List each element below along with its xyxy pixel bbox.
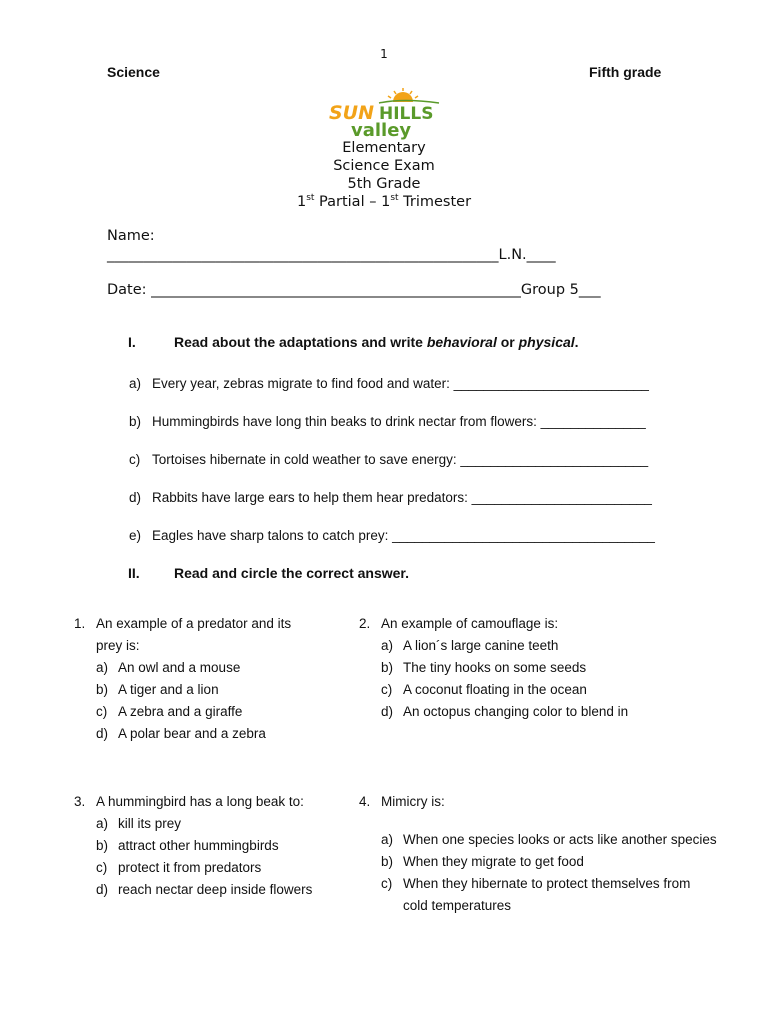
- question-1: 1. An example of a predator and its prey is: a) An owl and a mouse b) A tiger and a lion c) A zebra and a giraffe d) A polar bear and a zebra: [74, 616, 292, 741]
- section-1-item: a) Every year, zebras migrate to find food and water: __________________________: [129, 376, 649, 391]
- section-1-item: e) Eagles have sharp talons to catch prey: ___________________________________: [129, 528, 655, 543]
- question-4: 4. Mimicry is: a) When one species looks or acts like another species b) When they migrate to get food c) When they hibernate to protect themselves from cold temperatures: [359, 794, 717, 913]
- school-logo: [327, 88, 443, 140]
- title-grade: 5th Grade: [347, 176, 421, 192]
- page-number: 1: [380, 47, 388, 61]
- title-elementary: Elementary: [342, 140, 426, 156]
- title-partial-trimester: 1st Partial – 1st Trimester: [296, 193, 472, 210]
- logo-hills-text: HILLS: [379, 104, 434, 124]
- header-grade: Fifth grade: [589, 64, 662, 80]
- question-2: 2. An example of camouflage is: a) A lion´s large canine teeth b) The tiny hooks on some seeds c) A coconut floating in the ocean d) An octopus changing color to blend in: [359, 616, 629, 719]
- logo-valley-text: valley: [351, 120, 412, 140]
- title-science-exam: Science Exam: [333, 158, 435, 174]
- date-group-line: Date: ___________________________________________________Group 5___: [107, 282, 601, 298]
- section-1-heading: [128, 334, 628, 352]
- section-1-item: d) Rabbits have large ears to help them hear predators: ________________________: [129, 490, 652, 505]
- name-ln-line: ______________________________________________________L.N.____: [107, 247, 556, 263]
- logo-graphic: [327, 88, 443, 140]
- logo-sun-text: SUN: [329, 102, 375, 124]
- section-1-instruction: Read about the adaptations and write behavioral or physical.: [174, 334, 579, 350]
- section-1-number: I.: [128, 334, 136, 350]
- section-2-instruction: Read and circle the correct answer.: [174, 565, 409, 581]
- section-2-number: II.: [128, 565, 140, 581]
- name-label: Name:: [107, 228, 155, 244]
- section-1-item: c) Tortoises hibernate in cold weather to save energy: _________________________: [129, 452, 649, 467]
- question-3: 3. A hummingbird has a long beak to: a) kill its prey b) attract other hummingbirds c) protect it from predators d) reach nectar deep inside flowers: [74, 794, 313, 897]
- section-1-item: b) Hummingbirds have long thin beaks to drink nectar from flowers: ______________: [129, 414, 646, 429]
- section-2-heading: [128, 565, 628, 583]
- header-subject: Science: [107, 64, 160, 80]
